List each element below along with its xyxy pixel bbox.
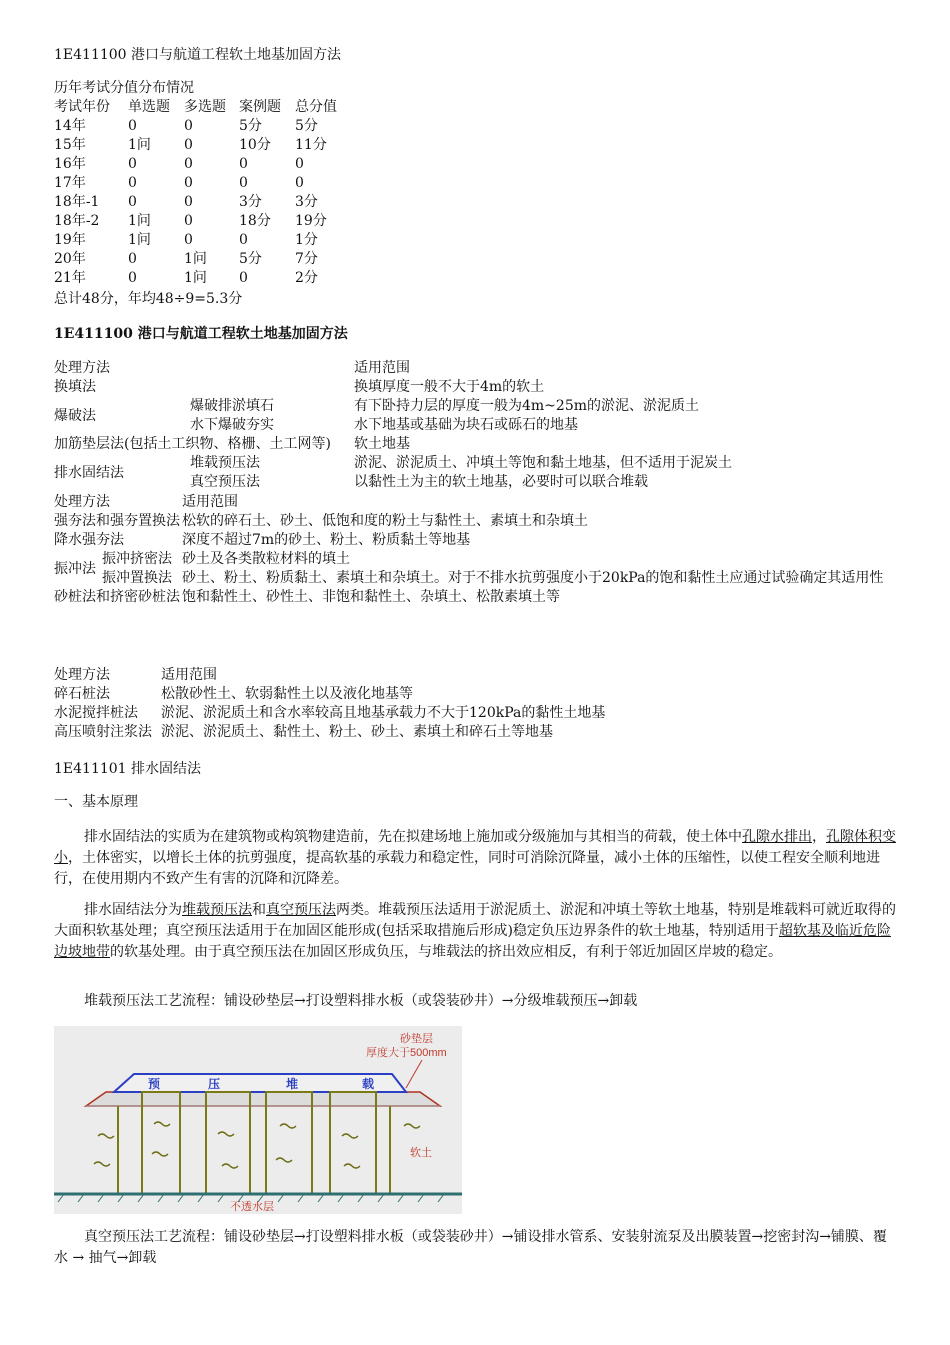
history-cell: 21年 xyxy=(54,270,86,286)
table-row xyxy=(54,250,337,269)
text-span: ， xyxy=(812,829,826,845)
history-cell: 18年-1 xyxy=(54,194,100,210)
history-col-single: 单选题 xyxy=(128,99,170,115)
table-row xyxy=(54,550,896,569)
history-cell: 1分 xyxy=(295,232,318,248)
table-row xyxy=(54,174,337,193)
table1-header-method: 处理方法 xyxy=(54,360,110,376)
section-title: 1E411101 排水固结法 xyxy=(54,761,202,777)
table3-method: 水泥搅拌桩法 xyxy=(54,705,138,721)
table-row xyxy=(54,666,605,685)
table1-method: 换填法 xyxy=(54,379,96,395)
history-cell: 1问 xyxy=(128,232,151,248)
history-cell: 7分 xyxy=(295,251,318,267)
table1-submethod: 水下爆破夯实 xyxy=(190,417,274,433)
table-row xyxy=(54,531,896,550)
paragraph-categories xyxy=(54,900,896,963)
history-cell: 17年 xyxy=(54,175,86,191)
text-span: 排水固结法分为 xyxy=(84,902,182,918)
history-cell: 5分 xyxy=(239,251,262,267)
method-table-2 xyxy=(54,493,896,607)
history-header-row xyxy=(54,98,337,117)
history-cell: 0 xyxy=(128,194,137,210)
history-heading: 历年考试分值分布情况 xyxy=(54,80,194,96)
text-span: ，土体密实，以增长土体的抗剪强度，提高软基的承载力和稳定性，同时可消除沉降量，减小土体的压缩性，以使工程安全顺利地进行，在使用期内不致产生有害的沉降和沉降差。 xyxy=(54,850,880,887)
table3-header-scope: 适用范围 xyxy=(161,667,217,683)
table1-scope: 淤泥、淤泥质土、冲填土等饱和黏土地基，但不适用于泥炭土 xyxy=(354,455,732,471)
history-cell: 0 xyxy=(239,270,248,286)
load-label: 预 xyxy=(148,1077,161,1091)
history-cell: 5分 xyxy=(239,118,262,134)
underlined-term: 超软基及临近危险边坡地带 xyxy=(54,923,891,960)
impermeable-label: 不透水层 xyxy=(230,1201,274,1213)
history-col-multi: 多选题 xyxy=(184,99,226,115)
table2-submethod: 振冲挤密法 xyxy=(102,551,172,567)
text-span: 排水固结法的实质为在建筑物或构筑物建造前，先在拟建场地上施加或分级施加与其相当的荷载，使土体中 xyxy=(84,829,742,845)
history-cell: 0 xyxy=(184,194,193,210)
history-cell: 1问 xyxy=(184,251,207,267)
table-row xyxy=(54,359,732,378)
text-span: 的软基处理。由于真空预压法在加固区形成负压，与堆载法的挤出效应相反，有利于邻近加固区岸坡的稳定。 xyxy=(110,944,782,960)
underlined-term: 孔隙体积变小 xyxy=(54,829,896,866)
text-span: 和 xyxy=(252,902,266,918)
paragraph-vacuum-process: 真空预压法工艺流程：铺设砂垫层→打设塑料排水板（或袋装砂井）→铺设排水管系、安装射流泵及出膜装置→挖密封沟→铺膜、覆水 → 抽气→卸载 xyxy=(54,1229,887,1266)
history-cell: 15年 xyxy=(54,137,86,153)
page-title: 1E411100 港口与航道工程软土地基加固方法 xyxy=(54,47,342,63)
table1-method: 爆破法 xyxy=(54,407,96,424)
table2-header-scope: 适用范围 xyxy=(182,494,238,510)
table2-method: 砂桩法和挤密砂桩法 xyxy=(54,589,180,605)
paragraph-preload-process: 堆载预压法工艺流程：铺设砂垫层→打设塑料排水板（或袋装砂井）→分级堆载预压→卸载 xyxy=(84,993,638,1009)
table1-submethod: 堆载预压法 xyxy=(190,455,260,471)
preload-diagram xyxy=(54,1026,462,1214)
underlined-term: 孔隙水排出 xyxy=(742,829,812,845)
table-row xyxy=(54,231,337,250)
sand-layer-label: 砂垫层 xyxy=(400,1033,433,1045)
table1-scope: 有下卧持力层的厚度一般为4m~25m的淤泥、淤泥质土 xyxy=(354,398,700,414)
table-row xyxy=(54,212,337,231)
history-cell: 0 xyxy=(128,156,137,172)
table-row xyxy=(54,378,732,397)
table2-method: 降水强夯法 xyxy=(54,532,124,548)
table2-scope: 砂土及各类散粒材料的填土 xyxy=(182,551,350,567)
history-cell: 14年 xyxy=(54,118,86,134)
history-cell: 10分 xyxy=(239,137,271,153)
history-cell: 19分 xyxy=(295,213,327,229)
table2-header-method: 处理方法 xyxy=(54,494,110,510)
load-label: 堆 xyxy=(286,1077,299,1091)
table2-scope: 深度不超过7m的砂土、粉土、粉质黏土等地基 xyxy=(182,532,471,548)
method-table-1 xyxy=(54,359,732,492)
history-cell: 16年 xyxy=(54,156,86,172)
table-row xyxy=(54,454,732,473)
table-row xyxy=(54,704,605,723)
history-cell: 0 xyxy=(128,175,137,191)
underlined-term: 堆载预压法 xyxy=(182,902,252,918)
table-row xyxy=(54,493,896,512)
table3-method: 碎石桩法 xyxy=(54,686,110,702)
soft-soil-label: 软土 xyxy=(410,1147,432,1159)
history-col-case: 案例题 xyxy=(239,99,281,115)
underlined-term: 真空预压法 xyxy=(266,902,336,918)
table-row xyxy=(54,269,337,288)
history-total: 总计48分，年均48÷9=5.3分 xyxy=(54,291,243,307)
table-row xyxy=(54,569,896,588)
history-cell: 0 xyxy=(184,156,193,172)
history-cell: 3分 xyxy=(239,194,262,210)
load-label: 载 xyxy=(362,1077,375,1091)
history-cell: 0 xyxy=(239,175,248,191)
table2-scope: 砂土、粉土、粉质黏土、素填土和杂填土。对于不排水抗剪强度小于20kPa的饱和黏性土应通过试验确定其适用性 xyxy=(182,570,884,586)
table2-scope: 松软的碎石土、砂土、低饱和度的粉土与黏性土、素填土和杂填土 xyxy=(182,513,588,529)
history-cell: 0 xyxy=(184,118,193,134)
table2-submethod: 振冲置换法 xyxy=(102,570,172,586)
history-cell: 0 xyxy=(184,213,193,229)
table-row xyxy=(54,723,605,742)
history-cell: 20年 xyxy=(54,251,86,267)
history-cell: 0 xyxy=(184,175,193,191)
history-cell: 1问 xyxy=(128,213,151,229)
subsection-title: 一、基本原理 xyxy=(54,794,138,810)
paragraph-principle xyxy=(54,827,896,890)
text-span: 两类。堆载预压法适用于淤泥质土、淤泥和冲填土等软土地基，特别是堆载料可就近取得的大面积软基处理；真空预压法适用于在加固区能形成(包括采取措施后形成)稳定负压边界条件的软土地基，特别适用于 xyxy=(54,902,896,939)
history-cell: 0 xyxy=(239,232,248,248)
history-cell: 18分 xyxy=(239,213,271,229)
history-cell: 11分 xyxy=(295,137,327,153)
history-cell: 18年-2 xyxy=(54,213,100,229)
history-cell: 0 xyxy=(128,270,137,286)
table2-method: 振冲法 xyxy=(54,560,96,577)
history-cell: 2分 xyxy=(295,270,318,286)
table3-header-method: 处理方法 xyxy=(54,667,110,683)
table-row xyxy=(54,512,896,531)
history-cell: 1问 xyxy=(184,270,207,286)
table1-submethod: 爆破排淤填石 xyxy=(190,398,274,414)
table1-scope: 换填厚度一般不大于4m的软土 xyxy=(354,379,545,395)
history-cell: 0 xyxy=(128,251,137,267)
table-row xyxy=(54,136,337,155)
table2-method: 强夯法和强夯置换法 xyxy=(54,513,180,529)
table1-scope: 水下地基或基础为块石或砾石的地基 xyxy=(354,417,578,433)
table-row xyxy=(54,397,732,416)
history-cell: 5分 xyxy=(295,118,318,134)
table-row xyxy=(54,117,337,136)
table-row xyxy=(54,193,337,212)
history-col-year: 考试年份 xyxy=(54,99,110,115)
history-col-total: 总分值 xyxy=(295,99,337,115)
history-cell: 0 xyxy=(295,156,304,172)
history-cell: 0 xyxy=(128,118,137,134)
table1-method: 排水固结法 xyxy=(54,464,124,481)
table1-header-scope: 适用范围 xyxy=(354,360,410,376)
table1-method: 加筋垫层法(包括土工织物、格栅、土工网等) xyxy=(54,436,331,452)
table1-scope: 软土地基 xyxy=(354,436,410,452)
table-row xyxy=(54,435,732,454)
history-cell: 0 xyxy=(239,156,248,172)
sand-layer-shape xyxy=(86,1092,440,1106)
history-cell: 0 xyxy=(295,175,304,191)
section-heading: 1E411100 港口与航道工程软土地基加固方法 xyxy=(54,326,348,342)
table2-scope: 饱和黏性土、砂性土、非饱和黏性土、杂填土、松散素填土等 xyxy=(182,589,560,605)
table1-scope: 以黏性土为主的软土地基，必要时可以联合堆载 xyxy=(354,474,648,490)
table3-method: 高压喷射注浆法 xyxy=(54,724,152,740)
table1-submethod: 真空预压法 xyxy=(190,474,260,490)
table-row xyxy=(54,685,605,704)
table3-scope: 淤泥、淤泥质土和含水率较高且地基承载力不大于120kPa的黏性土地基 xyxy=(161,705,606,721)
history-cell: 0 xyxy=(184,137,193,153)
table3-scope: 淤泥、淤泥质土、黏性土、粉土、砂土、素填土和碎石土等地基 xyxy=(161,724,553,740)
history-cell: 3分 xyxy=(295,194,318,210)
sand-thickness-label: 厚度大于500mm xyxy=(366,1047,447,1059)
history-table xyxy=(54,98,337,288)
load-label: 压 xyxy=(208,1077,221,1091)
method-table-3 xyxy=(54,666,605,742)
table-row xyxy=(54,588,896,607)
history-cell: 0 xyxy=(184,232,193,248)
history-cell: 1问 xyxy=(128,137,151,153)
history-cell: 19年 xyxy=(54,232,86,248)
table3-scope: 松散砂性土、软弱黏性土以及液化地基等 xyxy=(161,686,413,702)
table-row xyxy=(54,155,337,174)
